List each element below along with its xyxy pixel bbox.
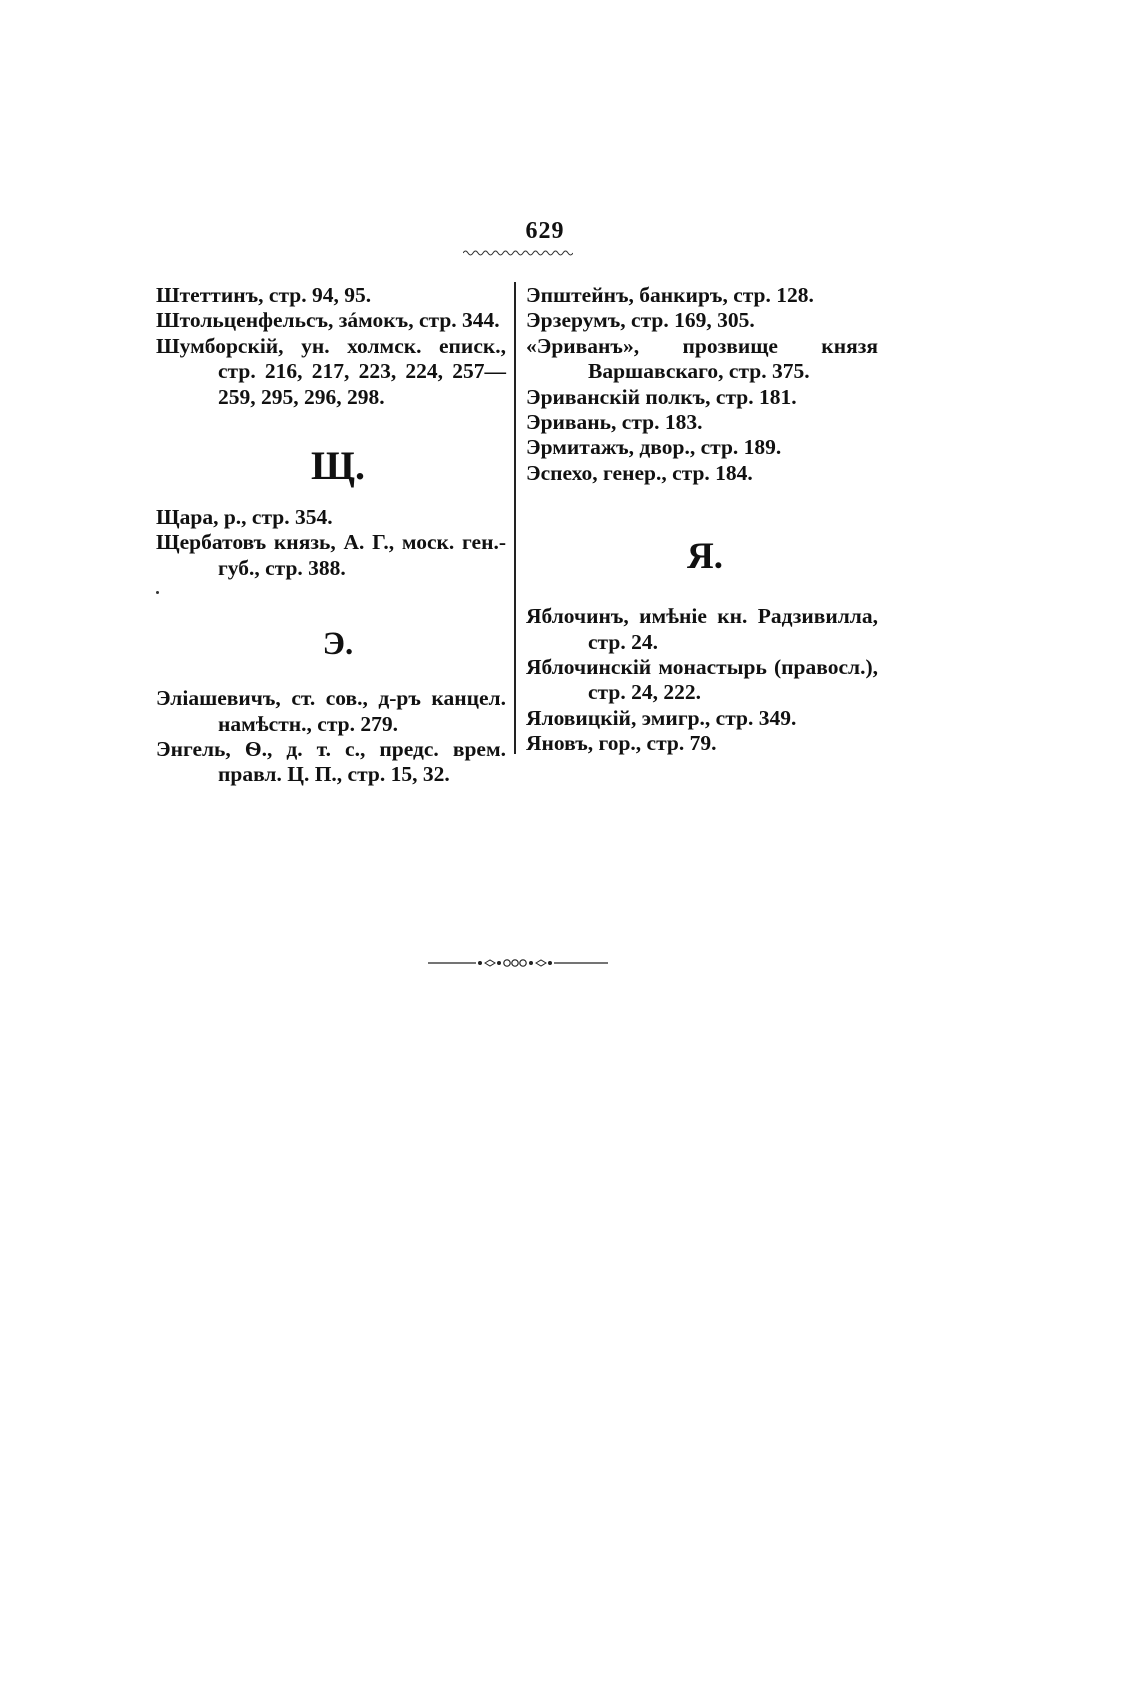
index-entry: Эпштейнъ, банкиръ, стр. 128.	[526, 283, 814, 307]
right-column	[526, 283, 878, 757]
index-entry: Щара, р., стр. 354.	[156, 505, 333, 530]
section-heading-ya: Я.	[687, 536, 723, 578]
index-entry: Яблочинскій монастырь (правосл.), стр. 24, 222.	[526, 655, 878, 705]
index-entry: Эрмитажъ, двор., стр. 189.	[526, 435, 782, 460]
index-entry: Яловицкій, эмигр., стр. 349.	[526, 705, 797, 730]
index-entry: Штеттинъ, стр. 94, 95.	[156, 283, 372, 307]
index-entry: Эривань, стр. 183.	[526, 410, 703, 435]
left-column	[156, 283, 506, 788]
index-entry: Яблочинъ, имѣніе кн. Радзивилла, стр. 24.	[526, 604, 878, 654]
index-entry: Эрзерумъ, стр. 169, 305.	[526, 308, 755, 333]
index-entry: Энгель, Ѳ., д. т. с., предс. врем. правл. Ц. П., стр. 15, 32.	[156, 737, 506, 787]
index-entry: Щербатовъ князь, А. Г., моск. ген.-губ., стр. 388.	[156, 530, 506, 580]
column-divider	[514, 282, 516, 754]
index-entry: Яновъ, гор., стр. 79.	[526, 731, 717, 756]
index-entry: Шумборскій, ун. холмск. еписк., стр. 216, 217, 223, 224, 257—259, 295, 296, 298.	[156, 333, 506, 409]
index-entry: Эспехо, генер., стр. 184.	[526, 460, 753, 485]
stray-dot-mark	[156, 591, 159, 594]
section-heading-e: Э.	[322, 626, 354, 663]
header-wavy-rule	[463, 248, 573, 258]
page-number: 629	[525, 218, 565, 244]
end-ornament	[428, 955, 608, 971]
index-entry: Эліашевичъ, ст. сов., д-ръ канцел. намѣстн., стр. 279.	[156, 686, 506, 736]
index-entry: Штольценфельсъ, зáмокъ, стр. 344.	[156, 308, 500, 333]
section-heading-shch: Щ.	[311, 443, 365, 489]
index-entry: Эриванскій полкъ, стр. 181.	[526, 384, 797, 409]
index-entry: «Эриванъ», прозвище князя Варшавскаго, стр. 375.	[526, 333, 878, 384]
